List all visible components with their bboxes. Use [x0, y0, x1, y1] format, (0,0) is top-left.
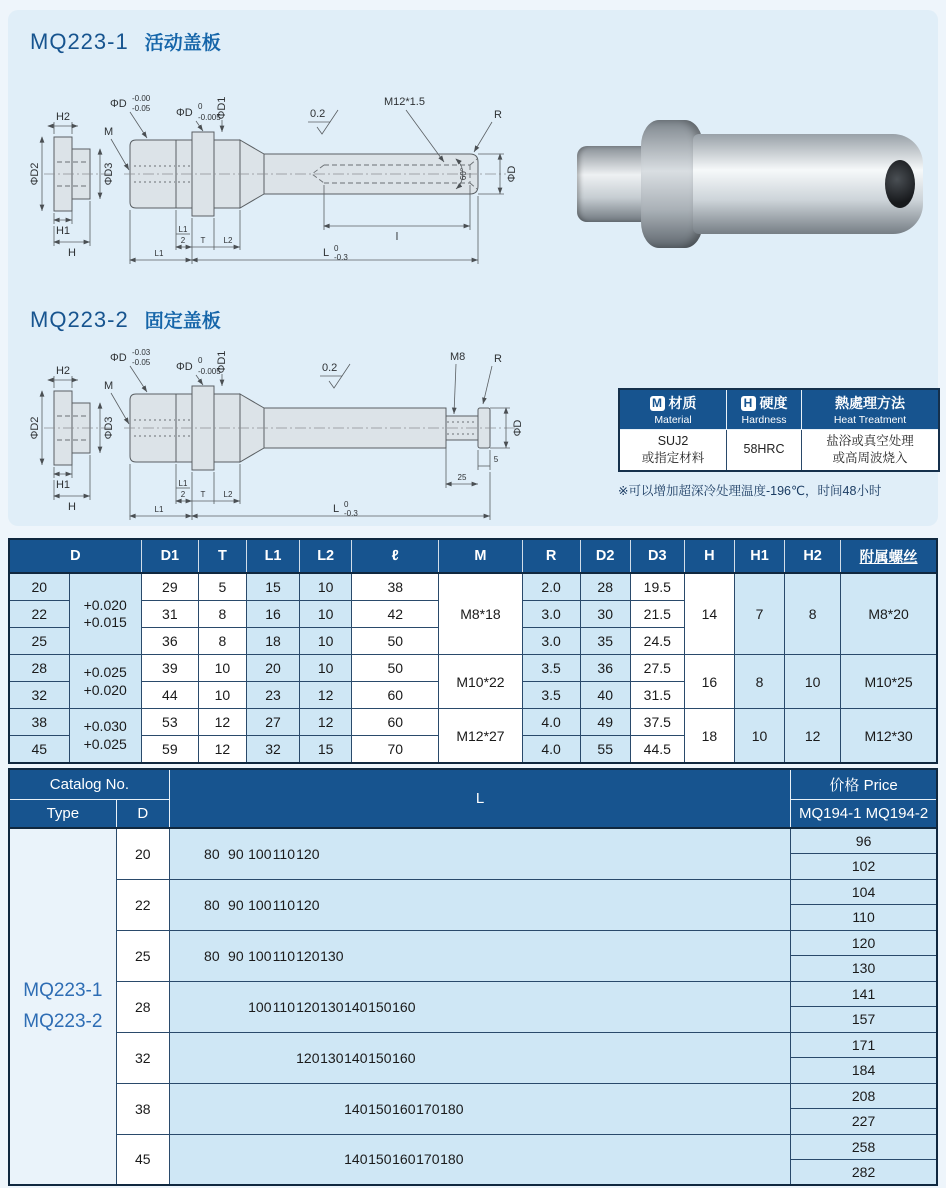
svg-text:0.2: 0.2	[322, 362, 338, 374]
price-row	[9, 1134, 937, 1160]
svg-text:-0.005: -0.005	[198, 113, 221, 122]
svg-text:T: T	[200, 236, 206, 245]
section2-title	[30, 306, 221, 333]
spec-cell: 18	[246, 628, 299, 655]
spec-cell: 10	[198, 682, 246, 709]
spec-cell: 36	[141, 628, 198, 655]
price-value: 157	[791, 1007, 937, 1033]
type-cell: MQ223-1 MQ223-2	[9, 828, 116, 1185]
price-row	[9, 930, 937, 956]
spec-col-header: D	[9, 539, 141, 573]
spec-cell: M12*27	[439, 709, 522, 764]
length-value: 140	[344, 998, 368, 1015]
spec-cell: 20	[9, 573, 69, 601]
spec-cell: 50	[352, 655, 439, 682]
length-value: 150	[368, 1151, 392, 1168]
length-value: 100	[248, 947, 272, 964]
d-value-cell: 38	[116, 1083, 169, 1134]
length-value: 100	[248, 998, 272, 1015]
length-value: 130	[320, 947, 344, 964]
svg-text:-0.3: -0.3	[344, 509, 358, 518]
price-value: 104	[791, 879, 937, 905]
length-value: 130	[320, 1049, 344, 1066]
spec-col-header: L2	[300, 539, 352, 573]
spec-cell: 39	[141, 655, 198, 682]
length-value: 150	[368, 998, 392, 1015]
length-value: 100	[248, 845, 272, 862]
technical-drawing-mq223-1	[26, 82, 530, 264]
svg-text:-0.05: -0.05	[132, 104, 151, 113]
length-value: 110	[272, 947, 295, 964]
spec-cell: 8	[198, 628, 246, 655]
spec-row	[9, 573, 937, 601]
spec-cell: 2.0	[522, 573, 580, 601]
spec-cell: 8	[734, 655, 784, 709]
svg-text:L: L	[322, 247, 330, 259]
length-value: 100	[248, 896, 272, 913]
svg-text:0.2: 0.2	[310, 108, 326, 120]
length-value: 160	[392, 1151, 416, 1168]
length-options-cell	[169, 930, 790, 981]
svg-text:L1: L1	[154, 249, 164, 258]
spec-cell: 18	[684, 709, 734, 764]
spec-cell: M12*30	[841, 709, 937, 764]
d-value-cell: 20	[116, 828, 169, 879]
dimension-spec-table	[8, 538, 938, 764]
svg-text:2: 2	[180, 236, 186, 245]
spec-col-header: H	[684, 539, 734, 573]
spec-col-header: L1	[246, 539, 299, 573]
length-value: 150	[368, 1049, 392, 1066]
spec-cell: 12	[300, 682, 352, 709]
svg-text:T: T	[200, 490, 206, 499]
spec-cell: 70	[352, 736, 439, 764]
spec-cell: 12	[300, 709, 352, 736]
length-value: 120	[296, 998, 320, 1015]
price-value: 208	[791, 1083, 937, 1109]
material-icon: M	[650, 396, 665, 411]
svg-text:ΦD2: ΦD2	[29, 162, 41, 186]
length-value: 160	[392, 1049, 416, 1066]
svg-text:ΦD: ΦD	[110, 352, 127, 364]
spec-cell: M8*18	[439, 573, 522, 655]
price-value: 102	[791, 854, 937, 880]
spec-cell: 55	[580, 736, 630, 764]
price-table	[8, 768, 938, 1186]
spec-col-header: 附属螺丝	[841, 539, 937, 573]
spec-cell: 44	[141, 682, 198, 709]
length-value: 110	[272, 845, 295, 862]
spec-cell: 15	[300, 736, 352, 764]
length-options-cell	[169, 1083, 790, 1134]
spec-col-header: ℓ	[352, 539, 439, 573]
spec-cell: 32	[9, 682, 69, 709]
length-value: 180	[440, 1151, 464, 1168]
length-options-cell	[169, 879, 790, 930]
spec-cell: +0.030 +0.025	[69, 709, 141, 764]
svg-text:L1: L1	[178, 479, 188, 488]
svg-text:ΦD1: ΦD1	[216, 96, 228, 120]
d-value-cell: 28	[116, 981, 169, 1032]
pin-threaded-hole	[885, 160, 915, 208]
spec-cell: M10*25	[841, 655, 937, 709]
svg-text:60°: 60°	[459, 167, 468, 181]
spec-cell: 12	[198, 709, 246, 736]
svg-text:ΦD3: ΦD3	[103, 416, 115, 440]
hardness-value: 58HRC	[727, 430, 802, 471]
svg-text:L2: L2	[223, 490, 233, 499]
spec-cell: 3.0	[522, 628, 580, 655]
spec-cell: 60	[352, 709, 439, 736]
spec-cell: 27.5	[630, 655, 684, 682]
svg-text:-0.00: -0.00	[132, 94, 151, 103]
spec-col-header: D1	[141, 539, 198, 573]
svg-text:L1: L1	[178, 225, 188, 234]
length-value: 170	[416, 1100, 440, 1117]
spec-cell: 16	[246, 601, 299, 628]
spec-cell: 20	[246, 655, 299, 682]
spec-cell: M10*22	[439, 655, 522, 709]
spec-cell: 32	[246, 736, 299, 764]
heat-treatment-header: 熱處理方法 Heat Treatment	[802, 389, 940, 430]
product-photo	[555, 68, 941, 276]
spec-cell: 53	[141, 709, 198, 736]
d-value-cell: 32	[116, 1032, 169, 1083]
spec-cell: 14	[684, 573, 734, 655]
length-value: 160	[392, 998, 416, 1015]
pin-end-cap	[577, 146, 651, 222]
spec-cell: 24.5	[630, 628, 684, 655]
spec-col-header: D2	[580, 539, 630, 573]
length-value: 110	[272, 896, 295, 913]
length-value: 180	[440, 1100, 464, 1117]
price-row	[9, 1083, 937, 1109]
spec-cell: 59	[141, 736, 198, 764]
spec-cell: 10	[785, 655, 841, 709]
svg-text:-0.005: -0.005	[198, 367, 221, 376]
spec-cell: 38	[9, 709, 69, 736]
svg-text:H: H	[68, 247, 76, 259]
spec-cell: 4.0	[522, 709, 580, 736]
price-row	[9, 981, 937, 1007]
catalog-no-header: Catalog No.	[9, 769, 169, 800]
d-value-cell: 25	[116, 930, 169, 981]
spec-cell: M8*20	[841, 573, 937, 655]
spec-cell: 10	[198, 655, 246, 682]
price-value: 110	[791, 905, 937, 931]
drawings-panel	[8, 10, 938, 526]
price-value: 184	[791, 1058, 937, 1084]
svg-text:M12*1.5: M12*1.5	[384, 96, 425, 108]
length-value: 120	[296, 947, 320, 964]
svg-text:0: 0	[334, 244, 339, 253]
svg-text:H2: H2	[55, 365, 71, 377]
svg-text:-0.03: -0.03	[132, 348, 151, 357]
length-value: 140	[344, 1049, 368, 1066]
length-value: 130	[320, 998, 344, 1015]
spec-cell: 19.5	[630, 573, 684, 601]
svg-text:0: 0	[198, 356, 203, 365]
svg-text:ΦD2: ΦD2	[29, 416, 41, 440]
spec-cell: 21.5	[630, 601, 684, 628]
svg-text:L1: L1	[154, 505, 164, 514]
price-value: 258	[791, 1134, 937, 1160]
price-row	[9, 879, 937, 905]
spec-col-header: H2	[785, 539, 841, 573]
spec-cell: 35	[580, 628, 630, 655]
spec-cell: +0.020 +0.015	[69, 573, 141, 655]
svg-text:H1: H1	[55, 225, 71, 237]
technical-drawing-mq223-2	[26, 336, 538, 522]
svg-text:M: M	[104, 380, 114, 392]
spec-cell: 27	[246, 709, 299, 736]
length-value: 150	[368, 1100, 392, 1117]
svg-text:H: H	[68, 501, 76, 513]
length-value: 170	[416, 1151, 440, 1168]
svg-text:ΦD1: ΦD1	[216, 350, 228, 374]
spec-cell: 10	[300, 601, 352, 628]
spec-cell: 28	[580, 573, 630, 601]
spec-cell: 49	[580, 709, 630, 736]
length-value: 160	[392, 1100, 416, 1117]
type-header: Type	[9, 800, 116, 829]
spec-row	[9, 709, 937, 736]
spec-cell: 5	[198, 573, 246, 601]
price-header: 价格 Price	[791, 769, 937, 800]
spec-cell: 31.5	[630, 682, 684, 709]
spec-cell: +0.025 +0.020	[69, 655, 141, 709]
price-row	[9, 1032, 937, 1058]
spec-cell: 7	[734, 573, 784, 655]
price-header-row1	[9, 769, 937, 800]
spec-cell: 12	[785, 709, 841, 764]
price-value: 282	[791, 1160, 937, 1186]
spec-cell: 25	[9, 628, 69, 655]
section2-name: 固定盖板	[144, 311, 221, 332]
spec-col-header: H1	[734, 539, 784, 573]
svg-text:R: R	[494, 109, 502, 121]
svg-text:0: 0	[198, 102, 203, 111]
svg-text:M8: M8	[450, 351, 466, 363]
spec-cell: 23	[246, 682, 299, 709]
material-info	[618, 388, 940, 499]
price-value: 96	[791, 828, 937, 854]
price-row	[9, 828, 937, 854]
spec-header-row	[9, 539, 937, 573]
spec-row	[9, 655, 937, 682]
treatment-note: ※可以增加超深冷处理温度-196℃，时间48小时	[618, 483, 882, 498]
material-table	[618, 388, 940, 472]
hardness-icon: H	[741, 396, 756, 411]
price-value: 171	[791, 1032, 937, 1058]
spec-cell: 22	[9, 601, 69, 628]
svg-text:ΦD: ΦD	[176, 107, 193, 119]
spec-cell: 15	[246, 573, 299, 601]
price-models-header: MQ194-1 MQ194-2	[791, 800, 937, 829]
spec-cell: 12	[198, 736, 246, 764]
svg-text:H1: H1	[55, 479, 71, 491]
length-value: 80	[204, 896, 220, 913]
spec-cell: 3.0	[522, 601, 580, 628]
length-value: 80	[204, 845, 220, 862]
spec-cell: 42	[352, 601, 439, 628]
length-options-cell	[169, 828, 790, 879]
spec-cell: 45	[9, 736, 69, 764]
length-value: 90	[228, 896, 244, 913]
length-header: L	[169, 769, 790, 828]
spec-cell: 36	[580, 655, 630, 682]
spec-col-header: D3	[630, 539, 684, 573]
svg-text:R: R	[494, 353, 502, 365]
length-value: 120	[296, 1049, 320, 1066]
spec-col-header: T	[198, 539, 246, 573]
length-value: 140	[344, 1151, 368, 1168]
material-value: SUJ2 或指定材料	[619, 430, 727, 471]
svg-text:-0.05: -0.05	[132, 358, 151, 367]
svg-text:ΦD: ΦD	[512, 419, 524, 437]
spec-cell: 8	[785, 573, 841, 655]
svg-text:2: 2	[180, 490, 186, 499]
hardness-header: H 硬度 Hardness	[727, 389, 802, 430]
svg-text:ΦD: ΦD	[110, 98, 127, 110]
spec-cell: 3.5	[522, 655, 580, 682]
spec-col-header: R	[522, 539, 580, 573]
svg-text:ΦD: ΦD	[506, 165, 518, 183]
svg-text:ΦD: ΦD	[176, 361, 193, 373]
spec-cell: 40	[580, 682, 630, 709]
price-value: 130	[791, 956, 937, 982]
price-value: 141	[791, 981, 937, 1007]
svg-text:5: 5	[493, 455, 499, 464]
length-options-cell	[169, 981, 790, 1032]
svg-text:H2: H2	[55, 111, 71, 123]
length-value: 80	[204, 947, 220, 964]
section1-code: MQ223-1	[30, 29, 129, 54]
length-options-cell	[169, 1032, 790, 1083]
svg-text:M: M	[104, 126, 114, 138]
length-value: 140	[344, 1100, 368, 1117]
d-header: D	[116, 800, 169, 829]
spec-cell: 10	[300, 573, 352, 601]
spec-cell: 38	[352, 573, 439, 601]
spec-cell: 10	[300, 628, 352, 655]
length-options-cell	[169, 1134, 790, 1185]
length-value: 120	[296, 896, 320, 913]
svg-text:25: 25	[457, 473, 467, 482]
price-value: 120	[791, 930, 937, 956]
material-header: M 材质 Material	[619, 389, 727, 430]
length-value: 90	[228, 947, 244, 964]
spec-cell: 4.0	[522, 736, 580, 764]
spec-cell: 37.5	[630, 709, 684, 736]
spec-cell: 60	[352, 682, 439, 709]
heat-treatment-value: 盐浴或真空处理 或高周波烧入	[802, 430, 940, 471]
d-value-cell: 45	[116, 1134, 169, 1185]
svg-text:L2: L2	[223, 236, 233, 245]
svg-text:l: l	[395, 231, 399, 243]
spec-cell: 28	[9, 655, 69, 682]
spec-cell: 3.5	[522, 682, 580, 709]
spec-cell: 31	[141, 601, 198, 628]
section1-title	[30, 28, 221, 55]
spec-cell: 50	[352, 628, 439, 655]
svg-text:0: 0	[344, 500, 349, 509]
length-value: 90	[228, 845, 244, 862]
spec-cell: 29	[141, 573, 198, 601]
spec-cell: 10	[300, 655, 352, 682]
spec-cell: 16	[684, 655, 734, 709]
svg-text:-0.3: -0.3	[334, 253, 348, 262]
d-value-cell: 22	[116, 879, 169, 930]
spec-cell: 8	[198, 601, 246, 628]
svg-text:L: L	[332, 503, 340, 515]
spec-cell: 44.5	[630, 736, 684, 764]
length-value: 110	[272, 998, 295, 1015]
section2-code: MQ223-2	[30, 307, 129, 332]
spec-cell: 30	[580, 601, 630, 628]
spec-cell: 10	[734, 709, 784, 764]
spec-col-header: M	[439, 539, 522, 573]
svg-text:ΦD3: ΦD3	[103, 162, 115, 186]
price-value: 227	[791, 1109, 937, 1135]
section1-name: 活动盖板	[144, 33, 221, 54]
length-value: 120	[296, 845, 320, 862]
